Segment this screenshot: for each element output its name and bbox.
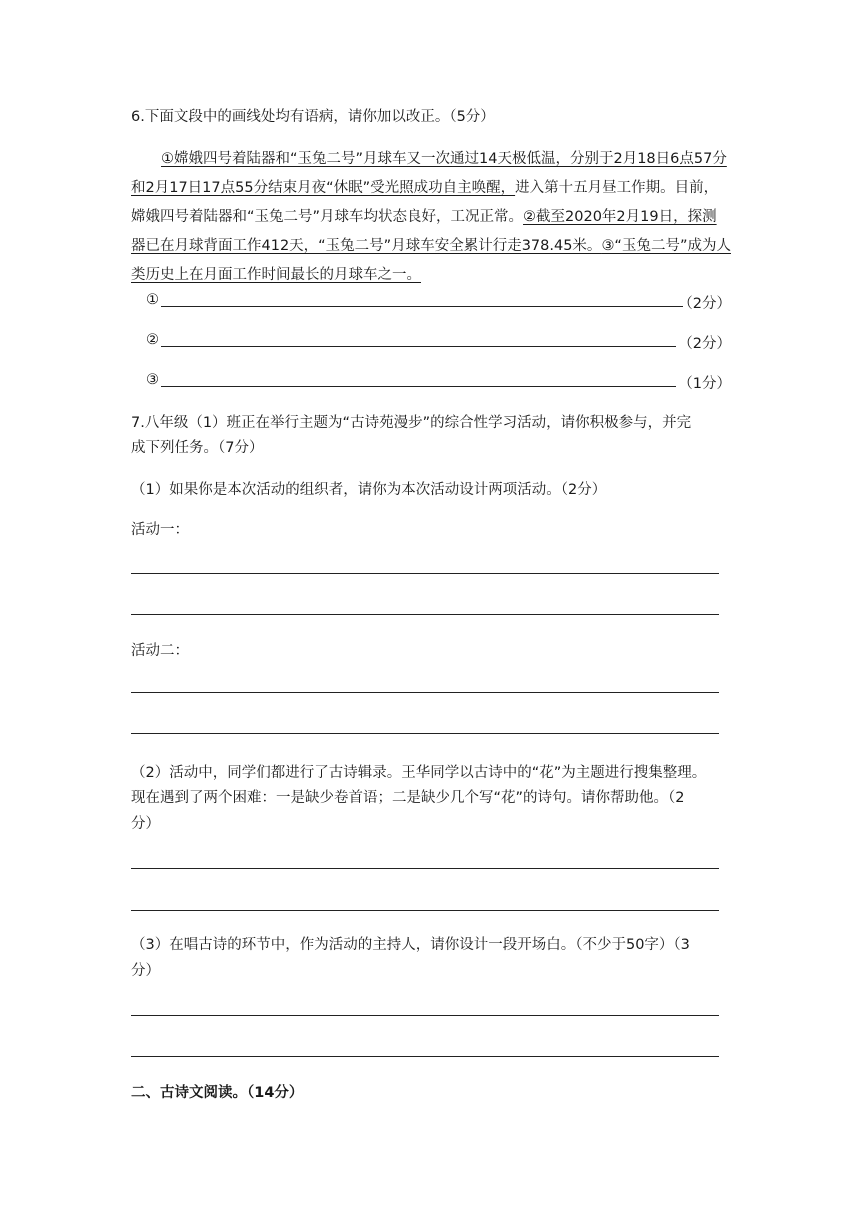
- answer-line[interactable]: [161, 386, 676, 387]
- q7-sub3-line-1: （3）在唱古诗的环节中，作为活动的主持人，请你设计一段开场白。（不少于50字）（3: [131, 937, 690, 953]
- answer-marker: ③: [146, 372, 159, 388]
- q7-sub3-line-2: 分）: [131, 963, 160, 979]
- answer-score: （2分）: [678, 336, 731, 352]
- answer-score: （2分）: [678, 296, 731, 312]
- answer-marker: ②: [146, 332, 159, 348]
- q6-sentence-3: ③“玉兔二号”成为人类历史上在月面工作时间最长的月球车之一。: [131, 238, 731, 283]
- q7-sub2-line-1: （2）活动中，同学们都进行了古诗辑录。王华同学以古诗中的“花”为主题进行搜集整理。: [131, 765, 707, 781]
- answer-line[interactable]: [161, 346, 676, 347]
- q7-sub2-line-2: 现在遇到了两个困难：一是缺少卷首语；二是缺少几个写“花”的诗句。请你帮助他。（2: [131, 790, 685, 806]
- q7-sub2-answer-line-1[interactable]: [131, 868, 719, 869]
- q6-answer-row-3: [146, 372, 731, 392]
- q6-passage: [131, 145, 731, 290]
- q7-sub3-answer-line-1[interactable]: [131, 1015, 719, 1016]
- activity1-line-1[interactable]: [131, 573, 719, 574]
- answer-marker: ①: [146, 292, 159, 308]
- q7-sub1: （1）如果你是本次活动的组织者，请你为本次活动设计两项活动。（2分）: [131, 482, 607, 498]
- q6-answer-row-1: [146, 292, 731, 312]
- answer-score: （1分）: [678, 376, 731, 392]
- q7-prompt-line-2: 成下列任务。（7分）: [131, 440, 264, 456]
- activity2-label: 活动二：: [131, 643, 189, 659]
- q6-answer-row-2: [146, 332, 731, 352]
- q6-sentence-2: ②截至2020年2月19日，探测器已在月球背面工作412天，“玉兔二号”月球车安全累计行走378.45米。: [131, 209, 717, 254]
- answer-line[interactable]: [161, 306, 683, 307]
- q7-sub2-line-3: 分）: [131, 816, 160, 832]
- q6-sentence-1: ①嫦娥四号着陆器和“玉兔二号”月球车又一次通过14天极低温，分别于2月18日6点57分和2月17日17点55分结束月夜“休眠”受光照成功自主唤醒，: [131, 151, 727, 196]
- activity2-line-2[interactable]: [131, 733, 719, 734]
- activity1-line-2[interactable]: [131, 614, 719, 615]
- q6-prompt: 6.下面文段中的画线处均有语病，请你加以改正。（5分）: [131, 109, 495, 125]
- q7-sub2-answer-line-2[interactable]: [131, 910, 719, 911]
- q7-sub3-answer-line-2[interactable]: [131, 1056, 719, 1057]
- section2-heading: 二、古诗文阅读。（14分）: [131, 1085, 304, 1101]
- activity1-label: 活动一：: [131, 522, 189, 538]
- activity2-line-1[interactable]: [131, 692, 719, 693]
- q6-passage-middle: 进入第十五月昼工作期。目前，嫦娥四号着陆器和“玉兔二号”月球车均状态良好，工况正常。: [131, 180, 719, 225]
- q7-prompt-line-1: 7.八年级（1）班正在举行主题为“古诗苑漫步”的综合性学习活动，请你积极参与，并完: [131, 415, 692, 431]
